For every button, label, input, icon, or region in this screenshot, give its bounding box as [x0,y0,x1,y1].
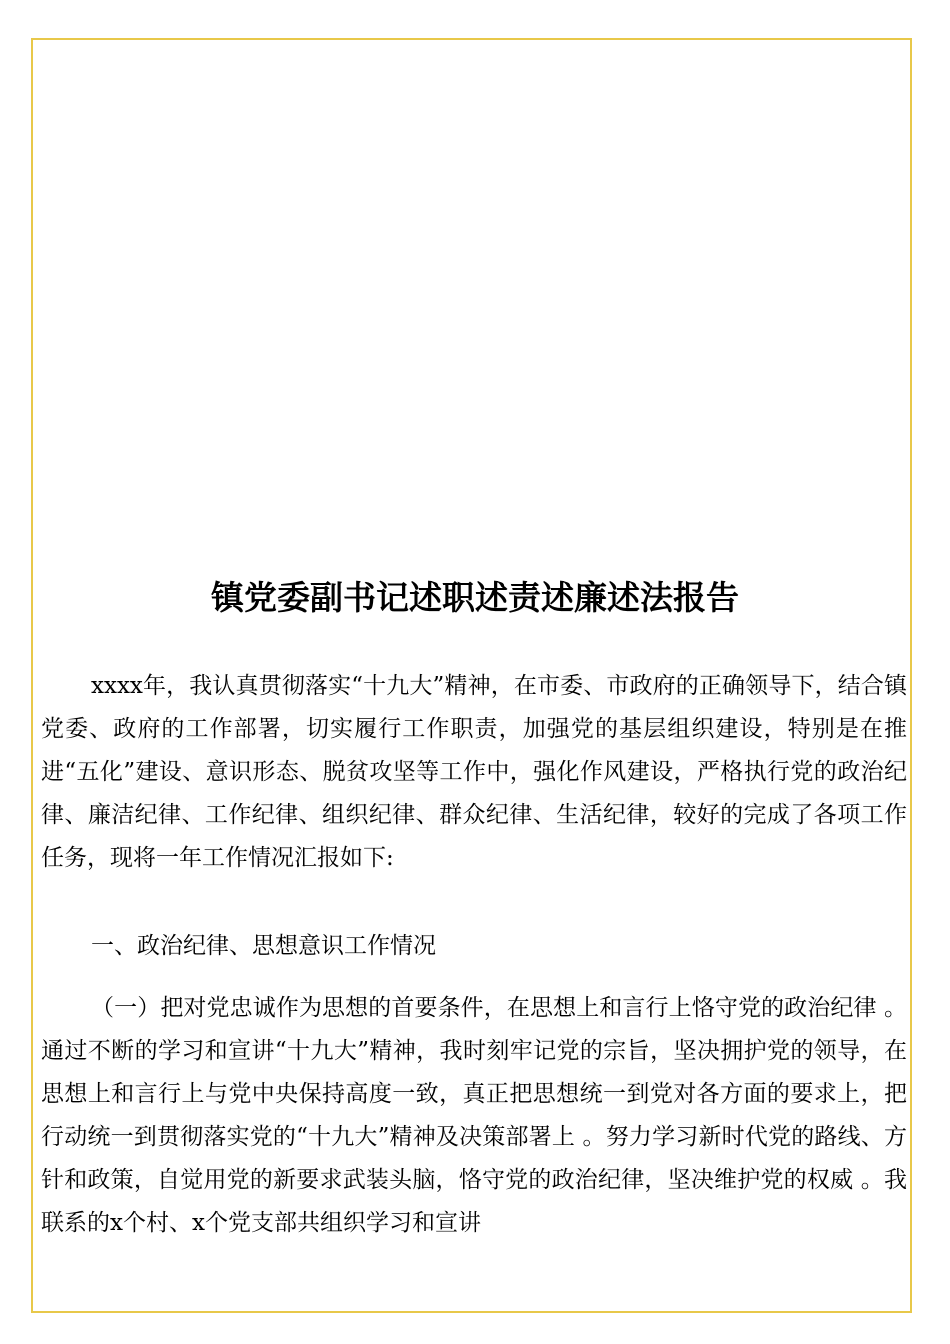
document-title: 镇党委副书记述职述责述廉述法报告 [211,578,739,617]
paragraph-intro: xxxx年，我认真贯彻落实“十九大”精神，在市委、市政府的正确领导下，结合镇党委、政府的工作部署，切实履行工作职责，加强党的基层组织建设，特别是在推进“五化”建设、意识形态、脱贫攻坚等工作中，强化作风建设，严格执行党的政治纪律、廉洁纪律、工作纪律、组织纪律、群众纪律、生活纪律，较好的完成了各项工作任务，现将一年工作情况汇报如下: [41,673,907,871]
section-heading-political-discipline: 一、政治纪律、思想意识工作情况 [91,933,436,959]
paragraph-loyalty: （一）把对党忠诚作为思想的首要条件，在思想上和言行上恪守党的政治纪律 。通过不断的学习和宣讲“十九大”精神，我时刻牢记党的宗旨，坚决拥护党的领导，在思想上和言行上与党中央保持高度一致，真正把思想统一到党对各方面的要求上，把行动统一到贯彻落实党的“十九大”精神及决策部署上 。努力学习新时代党的路线、方针和政策，自觉用党的新要求武装头脑，恪守党的政治纪律，坚决维护党的权威 。我联系的x个村、x个党支部共组织学习和宣讲 [41,995,907,1236]
